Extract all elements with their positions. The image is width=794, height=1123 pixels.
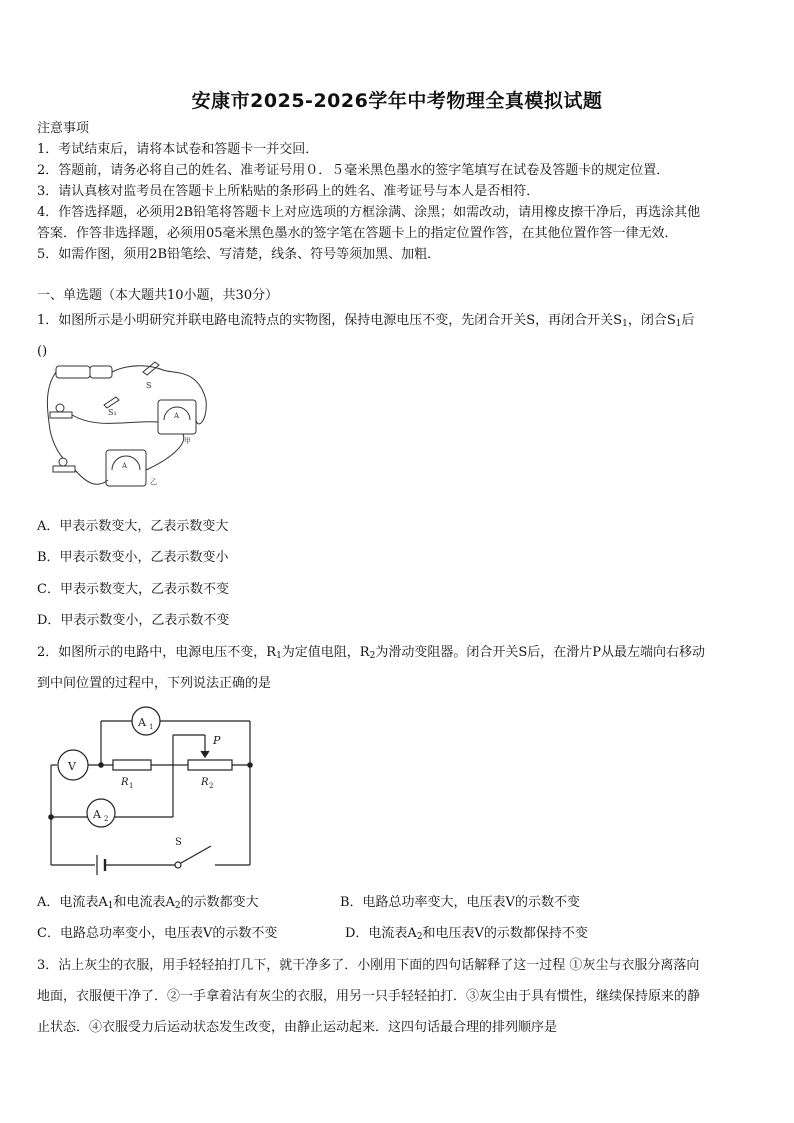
q1-option-a: A．甲表示数变大，乙表示数变大 — [37, 519, 229, 534]
q1-answer-paren: () — [37, 344, 48, 359]
svg-text:A: A — [122, 462, 128, 470]
svg-text:A: A — [93, 808, 101, 821]
rheostat-r2-icon — [188, 760, 232, 770]
svg-text:乙: 乙 — [150, 478, 157, 486]
bulb-icon — [56, 404, 64, 412]
svg-text:S: S — [146, 381, 152, 390]
q2-option-c: C．电路总功率变小，电压表V的示数不变 — [37, 926, 278, 941]
notice-item: 答案．作答非选择题，必须用05毫米黑色墨水的签字笔在答题卡上的指定位置作答，在其他位置作答一律无效． — [37, 226, 678, 241]
notice-item: 5．如需作图，须用2B铅笔绘、写清楚，线条、符号等须加黑、加粗． — [37, 247, 441, 262]
q2-option-a: A．电流表$A_1$和电流表$A_2$的示数都变大 — [37, 895, 259, 911]
q3-stem-line: 止状态．④衣服受力后运动状态发生改变，由静止运动起来．这四句话最合理的排列顺序是 — [37, 1020, 558, 1035]
q2-option-d: D．电流表$A_2$和电压表V的示数都保持不变 — [345, 926, 588, 942]
switch-s1-icon — [104, 397, 119, 408]
svg-text:P: P — [213, 734, 221, 747]
notice-item: 4．作答选择题，必须用2B铅笔将答题卡上对应选项的方框涂满、涂黑；如需改动，请用橡皮擦干净后，再选涂其他 — [37, 205, 701, 220]
q1-option-b: B．甲表示数变小，乙表示数变小 — [37, 550, 229, 565]
q1-option-d: D．甲表示数变小，乙表示数不变 — [37, 613, 230, 628]
q2-option-b: B．电路总功率变大，电压表V的示数不变 — [340, 895, 580, 910]
svg-text:2: 2 — [209, 782, 214, 790]
switch-s-icon — [143, 362, 159, 375]
notice-heading: 注意事项 — [37, 121, 90, 136]
notice-item: 1．考试结束后，请将本试卷和答题卡一并交回． — [37, 142, 319, 157]
q3-stem-line: 3．沾上灰尘的衣服，用手轻轻拍打几下，就干净多了．小刚用下面的四句话解释了这一过程 ①灰尘与衣服分离落向 — [37, 958, 700, 973]
battery-icon — [56, 366, 90, 378]
switch-icon — [175, 862, 181, 868]
svg-text:1: 1 — [149, 723, 154, 731]
q2-stem-line2: 到中间位置的过程中，下列说法正确的是 — [37, 676, 272, 691]
notice-item: 2．答题前，请务必将自己的姓名、准考证号用０．５毫米黑色墨水的签字笔填写在试卷及答题卡的规定位置． — [37, 163, 670, 178]
q1-circuit-figure — [38, 360, 218, 500]
svg-text:V: V — [68, 760, 76, 773]
q1-option-c: C．甲表示数变大，乙表示数不变 — [37, 582, 229, 597]
svg-text:1: 1 — [129, 782, 134, 790]
svg-text:R: R — [121, 777, 129, 788]
q2-circuit-figure — [45, 700, 260, 875]
ammeter-a1-icon — [132, 707, 160, 735]
bulb-icon — [59, 458, 67, 466]
svg-text:甲: 甲 — [184, 437, 191, 445]
resistor-r1-icon — [113, 760, 151, 770]
ammeter-a2-icon — [87, 799, 115, 827]
svg-text:S: S — [175, 837, 182, 848]
q2-stem: 2．如图所示的电路中，电源电压不变，$R_1$为定值电阻，$R_2$为滑动变阻器。闭合开关S后，在滑片P从最左端向右移动 — [37, 645, 705, 661]
svg-text:R: R — [201, 777, 209, 788]
section-heading: 一、单选题（本大题共10小题，共30分） — [37, 288, 279, 303]
svg-text:S₁: S₁ — [108, 408, 117, 417]
page-title: 安康市2025-2026学年中考物理全真模拟试题 — [191, 90, 603, 112]
svg-text:A: A — [174, 412, 180, 420]
q3-stem-line: 地面，衣服便干净了．②一手拿着沾有灰尘的衣服，用另一只手轻轻拍打．③灰尘由于具有惯性，继续保持原来的静 — [37, 989, 701, 1004]
q1-stem: 1．如图所示是小明研究并联电路电流特点的实物图，保持电源电压不变，先闭合开关S，再闭合开关$S_1$，闭合$S_1$后 — [37, 313, 695, 329]
svg-text:A: A — [138, 716, 146, 729]
notice-item: 3．请认真核对监考员在答题卡上所粘贴的条形码上的姓名、准考证号与本人是否相符． — [37, 184, 540, 199]
svg-text:2: 2 — [104, 815, 109, 823]
